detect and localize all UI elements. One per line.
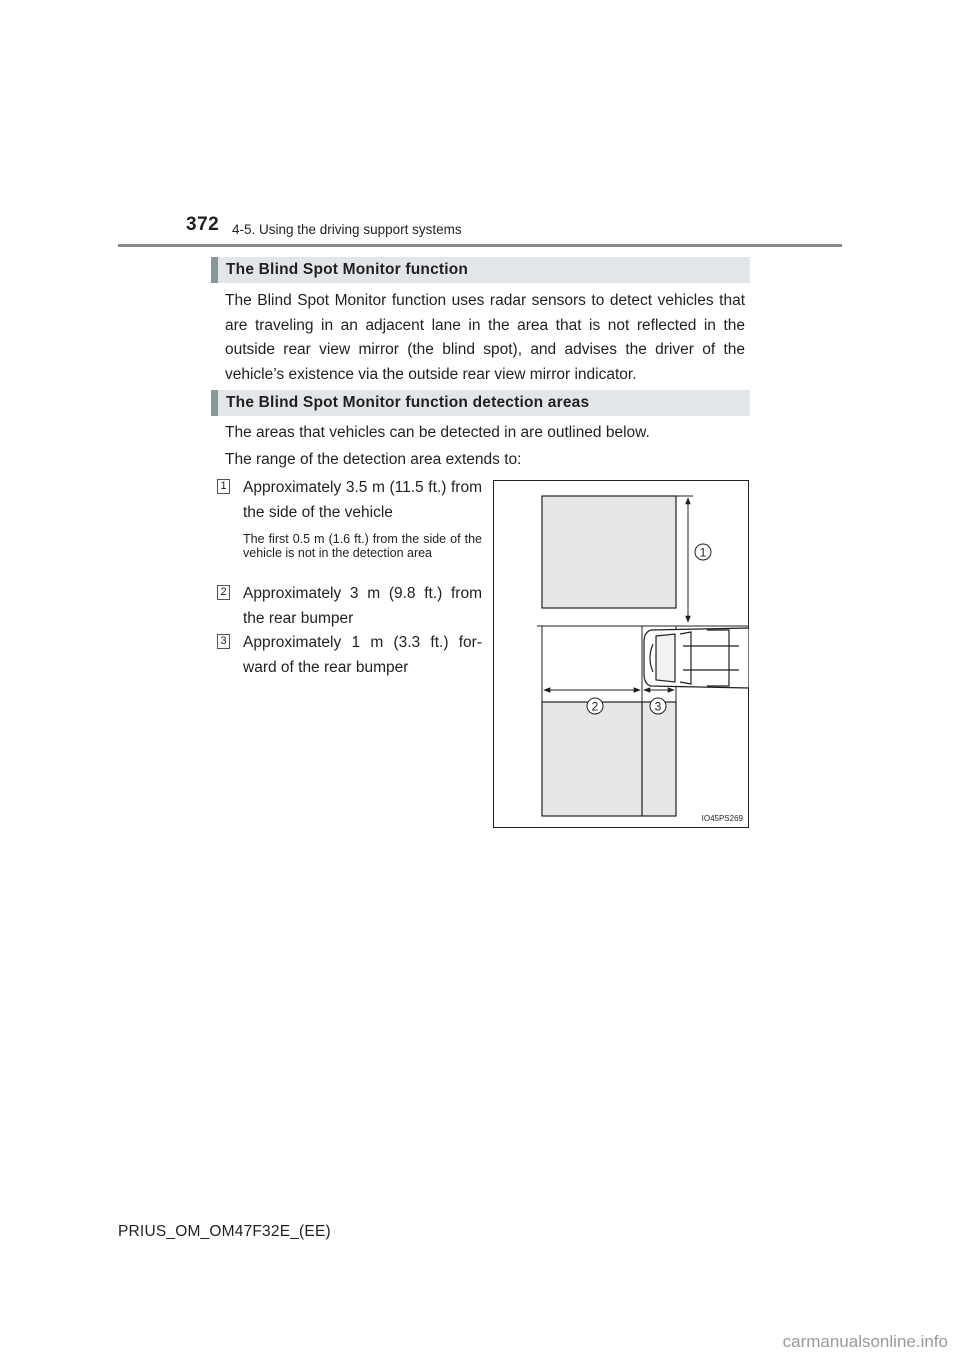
callout-1-label: 1: [699, 545, 707, 560]
item-note: The first 0.5 m (1.6 ft.) from the side of the vehicle is not in the detection area: [243, 532, 482, 560]
section-heading-bsm-function: The Blind Spot Monitor function: [211, 257, 750, 283]
callout-2-label: 2: [591, 699, 599, 714]
detection-range-intro: The range of the detection area extends to:: [225, 451, 522, 468]
section-path: 4-5. Using the driving support systems: [232, 222, 462, 237]
bsm-function-description: The Blind Spot Monitor function uses radar sensors to detect vehicles that are traveling in an adjacent lane in the area that is not reflected in the outside rear view mirror (the blind spot), and advises the driver of the vehicle’s existence via the outside rear view mirror indicator.: [225, 292, 745, 383]
item-number-1: 1: [217, 479, 230, 494]
item-text: Approximately 1 m (3.3 ft.) for-ward of the rear bumper: [243, 634, 482, 676]
callout-3-label: 3: [654, 699, 662, 714]
section-heading-detection-areas: The Blind Spot Monitor function detection areas: [211, 390, 750, 416]
detection-areas-intro: The areas that vehicles can be detected in are outlined below.: [225, 424, 650, 441]
document-id: PRIUS_OM_OM47F32E_(EE): [118, 1223, 331, 1240]
item-number-2: 2: [217, 585, 230, 600]
item-text: Approximately 3.5 m (11.5 ft.) from the side of the vehicle: [243, 479, 482, 521]
watermark: carmanualsonline.info: [782, 1332, 948, 1351]
front-detection-zone: [542, 496, 676, 608]
list-item: [217, 631, 482, 680]
detection-area-diagram: [493, 480, 749, 828]
item-number-3: 3: [217, 634, 230, 649]
figure-code: IO45PS269: [701, 814, 743, 823]
list-item: [217, 476, 482, 560]
rear-detection-zone: [542, 699, 676, 816]
car-icon: [644, 628, 749, 688]
list-item: [217, 582, 482, 631]
item-text: Approximately 3 m (9.8 ft.) from the rear bumper: [243, 585, 482, 627]
header-divider: [118, 244, 842, 247]
page-number: 372: [186, 214, 220, 235]
